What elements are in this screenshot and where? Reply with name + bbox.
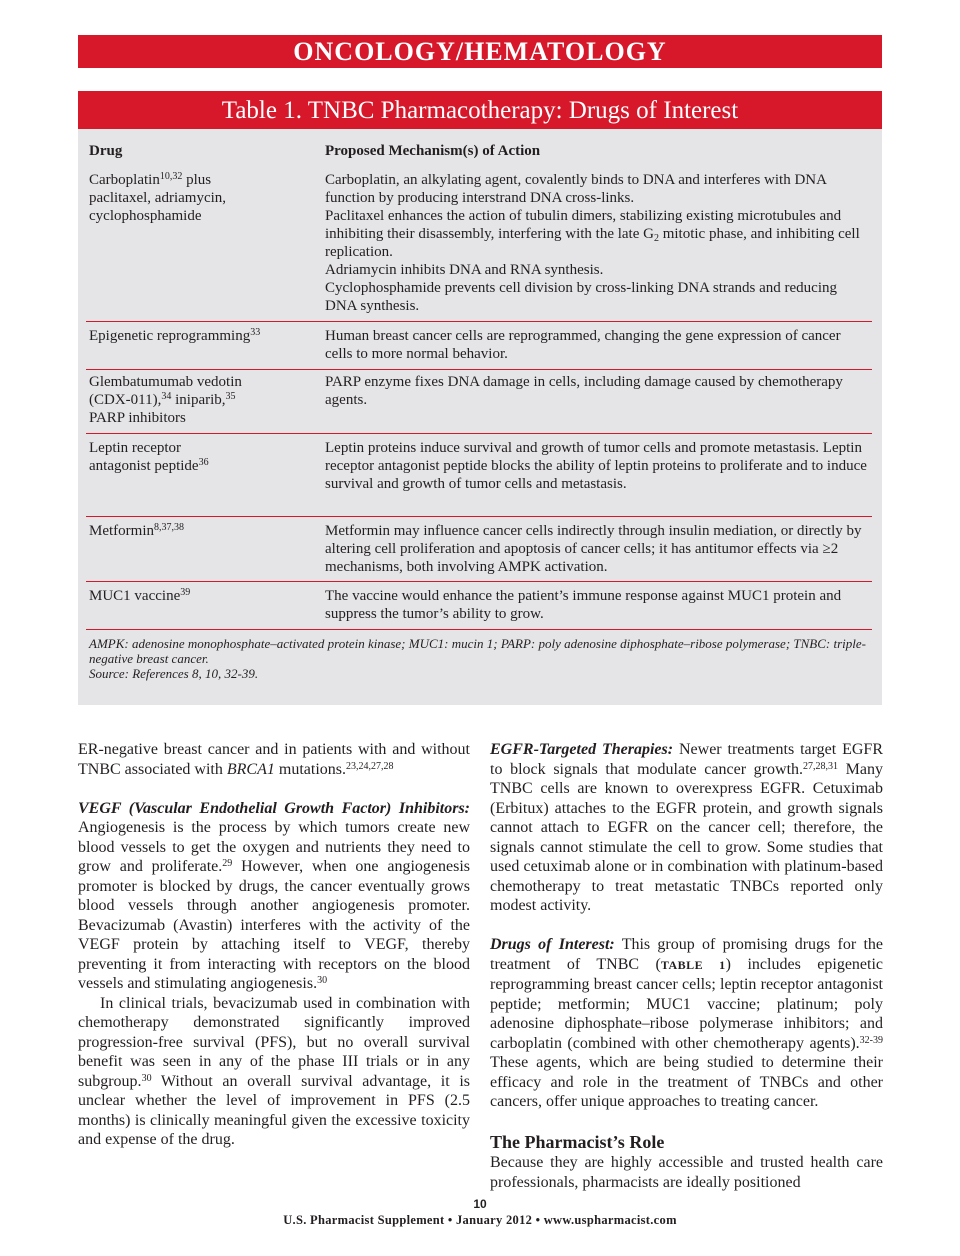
left-column — [78, 740, 470, 1150]
drug-cell: Metformin$^{8,37,38}$ — [89, 522, 184, 539]
col-mechanism-header: Proposed Mechanism(s) of Action — [325, 143, 541, 159]
drug-cell: Epigenetic reprogramming$^{33}$ — [89, 327, 261, 344]
drug-cell: Carboplatin$^{10,32}$ plus paclitaxel, adriamycin, cyclophosphamide — [89, 171, 227, 224]
table-title: Table 1. TNBC Pharmacotherapy: Drugs of Interest — [78, 91, 882, 129]
drug-cell: Glembatumumab vedotin (CDX-011),$^{34}$ iniparib,$^{35}$ PARP inhibitors — [89, 374, 242, 426]
row-divider — [86, 629, 872, 630]
paragraph: Drugs of Interest: This group of promising drugs for the treatment of TNBC (TABLE 1) includes epigenetic reprogramming breast cancer cells; leptin receptor antagonist peptide; metformin; MUC1 vaccine; platinum; poly adenosine diphosphate–ribose polymerase inhibitors; and carboplatin (combined with other chemotherapy agents).$^{32-39}$ These agents, which are being studied to determine their efficacy and role in the treatment of TNBCs and other cancers, offer unique approaches to treating cancer. — [490, 936, 884, 1110]
section-banner: ONCOLOGY/HEMATOLOGY — [78, 35, 882, 68]
table-header — [78, 143, 882, 165]
right-column — [490, 740, 883, 1192]
mechanism-cell: PARP enzyme fixes DNA damage in cells, including damage caused by chemotherapy agents. — [325, 374, 843, 408]
table-reference-link[interactable]: TABLE 1 — [660, 957, 726, 972]
page-number: 10 — [473, 1197, 487, 1211]
paragraph: Because they are highly accessible and trusted health care professionals, pharmacists are ideally positioned — [490, 1154, 883, 1191]
mechanism-cell: Leptin proteins induce survival and growth of tumor cells and promote metastasis. Leptin receptor antagonist peptide blocks the ability of leptin proteins to proliferate and to induce survival and growth of tumor cells and metastasis. — [325, 440, 867, 492]
drug-cell: MUC1 vaccine$^{39}$ — [89, 587, 191, 604]
mechanism-cell: Carboplatin, an alkylating agent, covalently binds to DNA and interferes with DNA function by producing interstrand DNA cross-links. Paclitaxel enhances the action of tubulin dimers, stabilizing existing microtubules and inhibiting their disassembly, interfering with the late $G_2$ mitotic phase, and inhibiting cell replication. Adriamycin inhibits DNA and RNA synthesis. Cyclophosphamide prevents cell division by cross-linking DNA strands and reducing DNA synthesis. — [325, 172, 860, 314]
row-divider — [86, 581, 872, 582]
section-heading: The Pharmacist’s Role — [490, 1132, 665, 1152]
mechanism-cell: The vaccine would enhance the patient’s immune response against MUC1 protein and suppress the tumor’s ability to grow. — [325, 588, 842, 622]
page-footer: U.S. Pharmacist Supplement • January 2012 • www.uspharmacist.com — [283, 1213, 677, 1227]
mechanism-cell: Human breast cancer cells are reprogrammed, changing the gene expression of cancer cells to more normal behavior. — [325, 328, 841, 362]
row-divider — [86, 321, 872, 322]
table-footnote: AMPK: adenosine monophosphate–activated protein kinase; MUC1: mucin 1; PARP: poly adenosine diphosphate–ribose polymerase; TNBC: triple-negative breast cancer. Source: References 8, 10, 32-39. — [89, 636, 869, 681]
drug-table — [78, 91, 882, 705]
table-source: Source: References 8, 10, 32-39. — [89, 666, 259, 681]
paragraph: ER-negative breast cancer and in patients with and without TNBC associated with BRCA1 mutations.$^{23,24,27,28}$ — [78, 741, 470, 778]
paragraph: VEGF (Vascular Endothelial Growth Factor) Inhibitors: Angiogenesis is the process by which tumors create new blood vessels to get the oxygen and nutrients they need to grow and proliferate.$^{29}$ However, when one angiogenesis promoter is blocked by drugs, the cancer eventually grows blood vessels through another angiogenesis promoter. Bevacizumab (Avastin) interferes with the activity of the VEGF protein by attaching itself to VEGF, thereby preventing it from interacting with receptors on the blood vessels and stimulating angiogenesis.$^{30}$ — [78, 799, 471, 992]
paragraph: EGFR-Targeted Therapies: Newer treatments target EGFR to block signals that modulate cancer growth.$^{27,28,31}$ Many TNBC cells are known to overexpress EGFR. Cetuximab (Erbitux) attaches to the EGFR protein, and growth signals cannot attach to EGFR on the cancer cell; therefore, the signals cannot stimulate the cell to grow. Some studies that used cetuximab alone or in combination with platinum-based chemotherapy to treat metastatic TNBCs reported only modest activity. — [490, 741, 884, 914]
row-divider — [86, 433, 872, 434]
mechanism-cell: Metformin may influence cancer cells indirectly through insulin mediation, or directly by altering cell proliferation and apoptosis of cancer cells; it has antitumor effects via ≥2 mechanisms, both involving AMPK activation. — [325, 523, 862, 575]
col-drug-header: Drug — [89, 143, 123, 159]
paragraph: In clinical trials, bevacizumab used in combination with chemotherapy demonstrated significantly improved progression-free survival (PFS), but no overall survival benefit was seen in any of the phase III trials or in any subgroup.$^{30}$ Without an overall survival advantage, it is unclear whether the level of improvement in PFS (2.5 months) is clinically meaningful given the excessive toxicity and expense of the drug. — [78, 994, 470, 1148]
drug-cell: Leptin receptor antagonist peptide$^{36}$ — [89, 440, 209, 474]
row-divider — [86, 369, 872, 370]
row-divider — [86, 516, 872, 517]
